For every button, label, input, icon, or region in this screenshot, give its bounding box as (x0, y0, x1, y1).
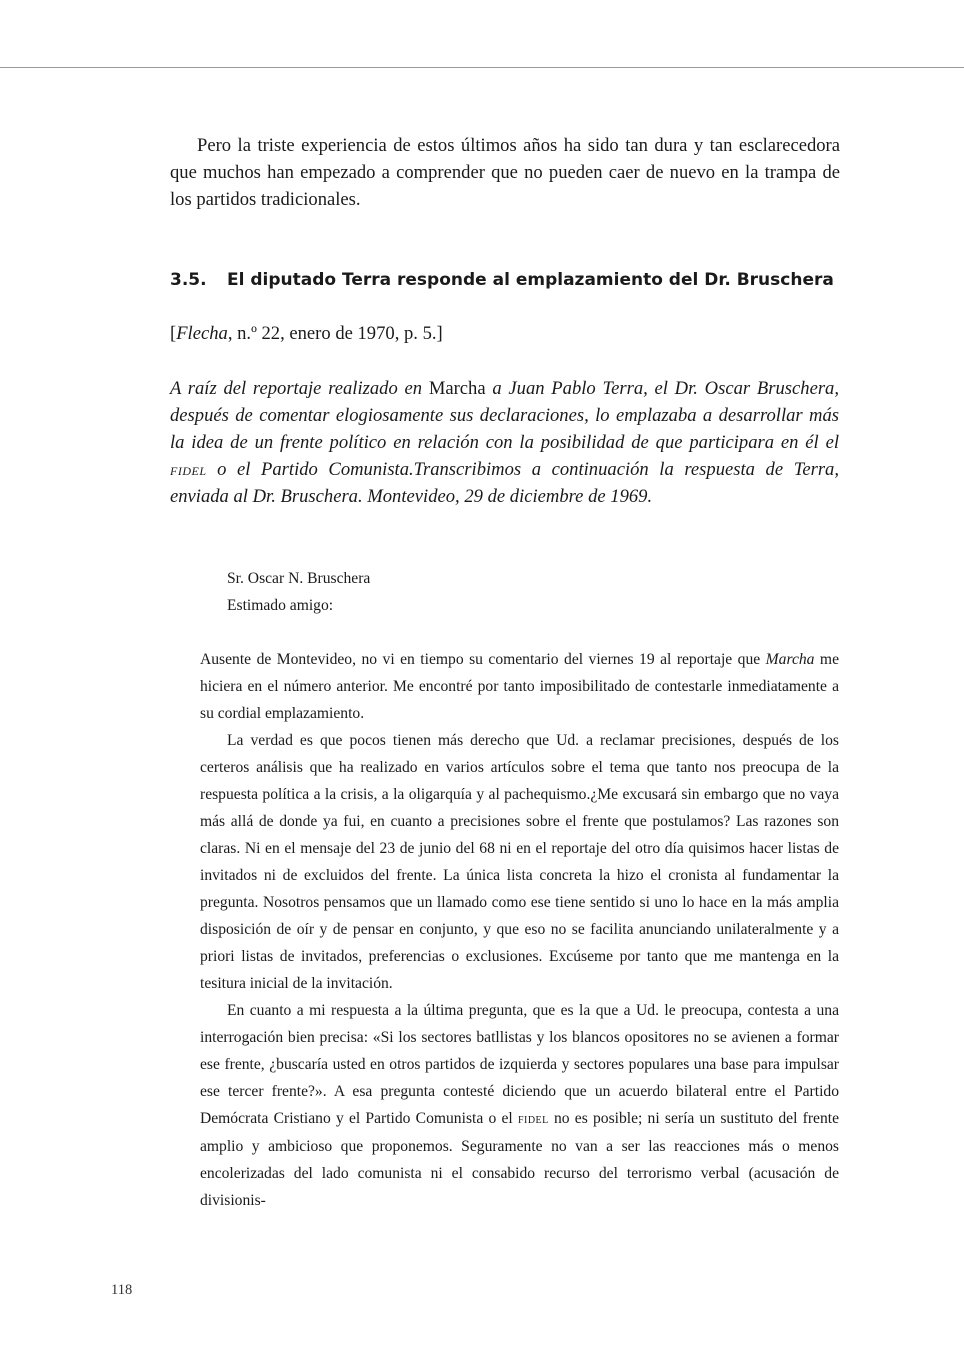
letter-paragraph-3 (200, 997, 839, 1214)
editorial-part1: A raíz del reportaje realizado en (170, 378, 429, 399)
editorial-note (170, 375, 839, 510)
page-number: 118 (111, 1282, 133, 1298)
editorial-part3: o el Partido Comunista.Transcribimos a continuación la respuesta de Terra, enviada al Dr. Bruschera. Montevideo, 29 de diciembre de 1969. (170, 459, 839, 507)
source-publication: Flecha (176, 323, 228, 344)
letter-body (200, 646, 839, 1214)
editorial-part2: a Juan Pablo Terra, el Dr. Oscar Bruschera, después de comentar elogiosamente sus declaraciones, lo emplazaba a desarrollar más la idea de un frente político en relación con la posibilidad de que participara en él el (170, 378, 839, 453)
section-title: El diputado Terra responde al emplazamiento del Dr. Bruschera (227, 270, 834, 290)
letter-p3-part2: no es posible; ni sería un sustituto del frente amplio y ambicioso que proponemos. Seguramente no van a ser las reacciones más o menos encolerizadas del lado comunista ni el consabido recurso del terrorismo verbal (acusación de divisionis- (200, 1110, 839, 1209)
source-bracket-open: [ (170, 323, 177, 344)
source-details: , n.º 22, enero de 1970, p. 5.] (227, 323, 443, 344)
letter-p3-part1: En cuanto a mi respuesta a la última pregunta, que es la que a Ud. le preocupa, contesta a una interrogación bien precisa: «Si los sectores batllistas y los blancos opositores no se avienen a formar ese frente, ¿buscaría usted en otros partidos de izquierda y sectores populares una base para impulsar ese tercer frente?». A esa pregunta contesté diciendo que un acuerdo bilateral entre el Partido Demócrata Cristiano y el Partido Comunista o el (200, 1002, 839, 1127)
letter-paragraph-1 (200, 646, 839, 727)
letter-paragraph-2: La verdad es que pocos tienen más derecho que Ud. a reclamar precisiones, después de los certeros análisis que ha realizado en varios artículos sobre el tema que tanto nos preocupa de la respuesta política a la crisis, a la oligarquía y al pachequismo.¿Me excusará sin embargo que no vaya más allá de donde ya fui, en cuanto a precisiones sobre el frente que postulamos? Las razones son claras. Ni en el mensaje del 23 de junio del 68 ni en el reportaje del otro día quisimos hacer listas de invitados ni de excluidos del frente. La única lista concreta la hizo el cronista al fundamentar la pregunta. Nosotros pensamos que un llamado como ese tiene sentido si uno lo hace en la más amplia disposición de oír y de pensar en conjunto, y que eso no se facilita anunciando unilateralmente y a priori listas de invitados, preferencias o exclusiones. Excúseme por tanto que me mantenga en la tesitura inicial de la invitación. (200, 732, 839, 992)
editorial-magazine: Marcha (428, 378, 486, 399)
letter-p3-acronym: fidel (517, 1111, 549, 1127)
editorial-acronym: fidel (170, 460, 207, 479)
section-heading (170, 266, 850, 294)
letter-p1-magazine: Marcha (765, 651, 815, 668)
source-citation (170, 320, 443, 347)
letter-recipient: Sr. Oscar N. Bruschera (227, 570, 371, 587)
letter-p1-part2: me hiciera en el número anterior. Me encontré por tanto imposibilitado de contestarle inmediatamente a su cordial emplazamiento. (200, 651, 839, 722)
letter-greeting: Estimado amigo: (227, 597, 334, 614)
header-rule (0, 67, 964, 68)
section-number: 3.5. (170, 270, 207, 290)
letter-p1-part1: Ausente de Montevideo, no vi en tiempo su comentario del viernes 19 al reportaje que (200, 651, 766, 668)
intro-paragraph: Pero la triste experiencia de estos últimos años ha sido tan dura y tan esclarecedora que muchos han empezado a comprender que no pueden caer de nuevo en la trampa de los partidos tradicionales. (170, 135, 840, 210)
letter-salutation (227, 565, 370, 619)
